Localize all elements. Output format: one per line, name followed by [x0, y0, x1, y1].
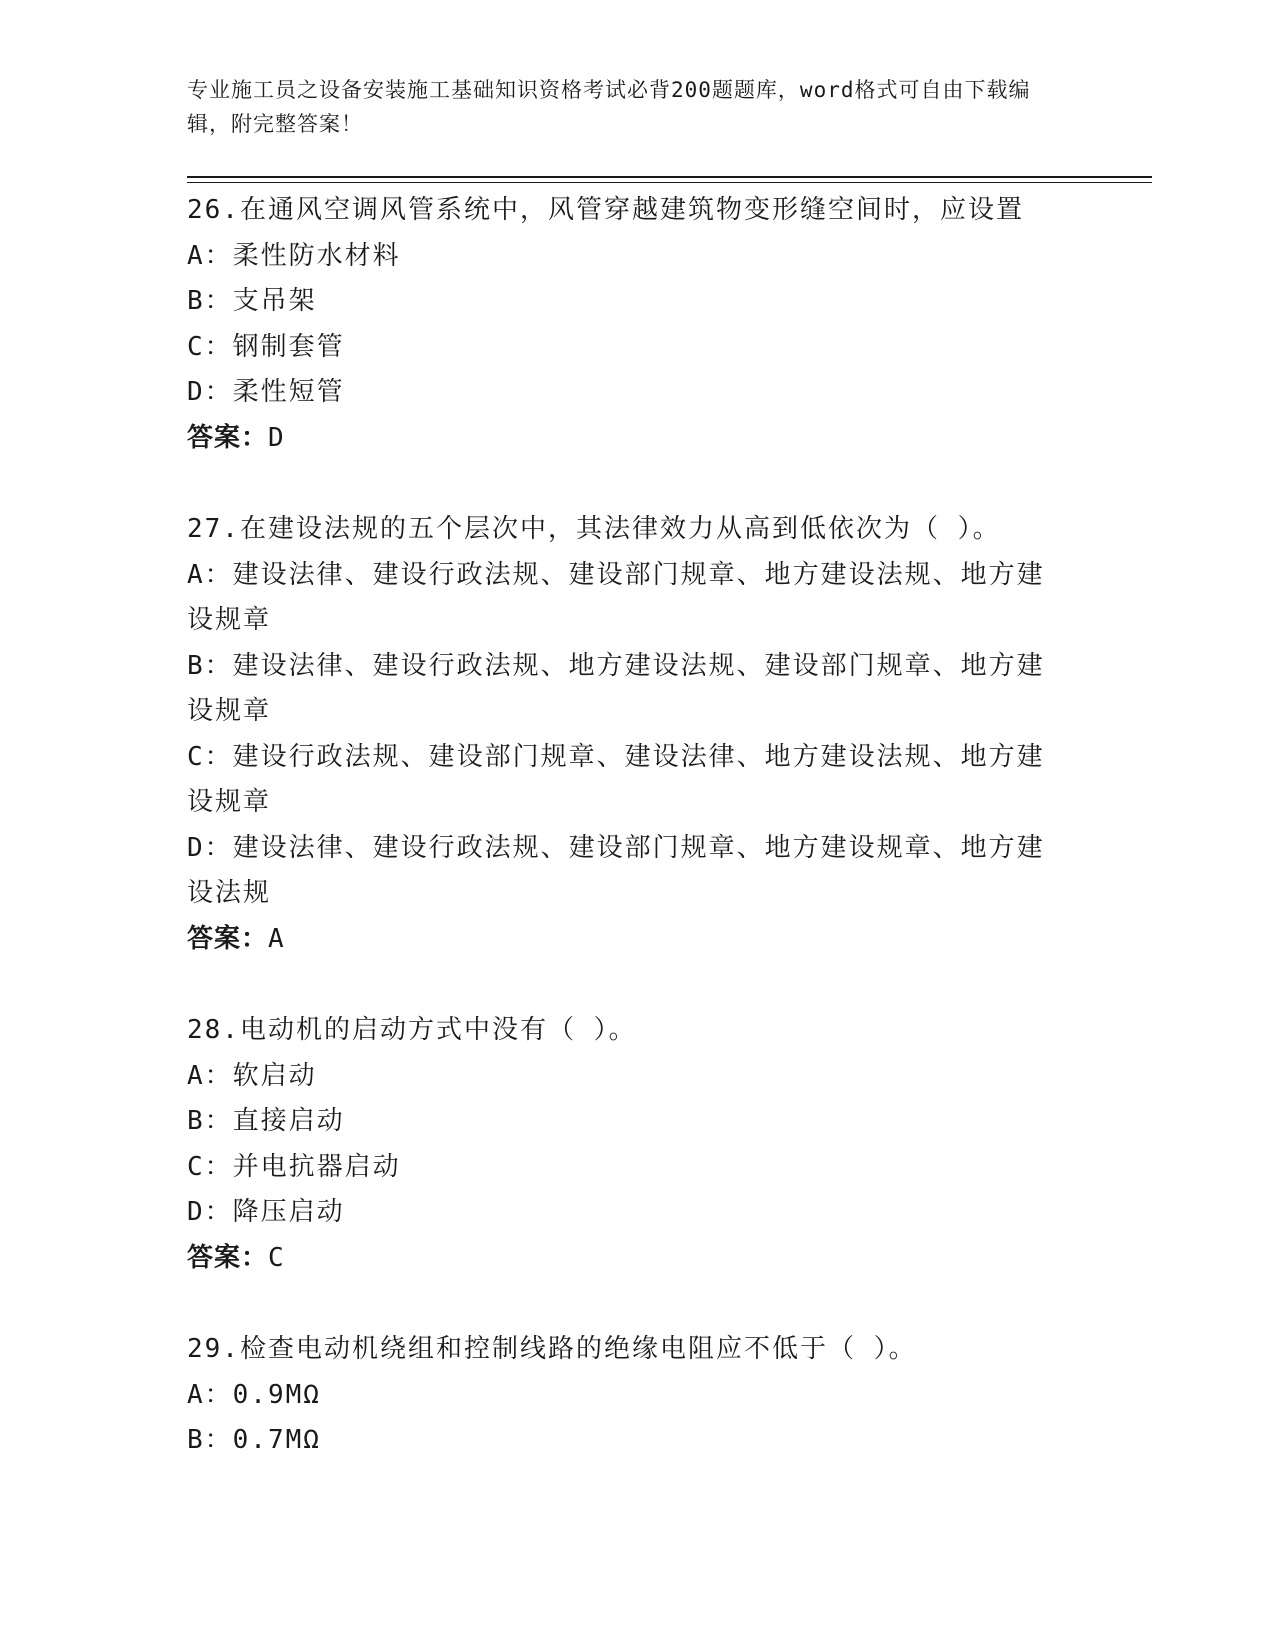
option-b: B：建设法律、建设行政法规、地方建设法规、建设部门规章、地方建设规章 — [187, 650, 1045, 726]
answer-value: C — [268, 1242, 285, 1273]
header-divider-thick — [187, 176, 1152, 178]
header-divider-thin — [187, 182, 1152, 183]
question-26 — [187, 188, 1087, 461]
question-stem: 29.检查电动机绕组和控制线路的绝缘电阻应不低于（ ）。 — [187, 1334, 917, 1364]
option-a: A：软启动 — [187, 1060, 317, 1091]
option-c: C：钢制套管 — [187, 331, 345, 362]
option-c: C：建设行政法规、建设部门规章、建设法律、地方建设法规、地方建设规章 — [187, 741, 1045, 817]
option-b: B：直接启动 — [187, 1106, 345, 1136]
question-27 — [187, 507, 1087, 962]
answer-line — [187, 917, 1087, 963]
question-stem: 27.在建设法规的五个层次中，其法律效力从高到低依次为（ ）。 — [187, 514, 1001, 544]
document-header: 专业施工员之设备安装施工基础知识资格考试必背200题题库，word格式可自由下载编辑，附完整答案！ — [187, 78, 1031, 136]
answer-label: 答案： — [187, 422, 269, 453]
option-d: D：降压启动 — [187, 1197, 345, 1227]
answer-label: 答案： — [187, 923, 269, 954]
answer-line — [187, 1236, 1087, 1282]
answer-value: D — [268, 422, 285, 453]
answer-label: 答案： — [187, 1242, 269, 1273]
option-b: B：支吊架 — [187, 286, 317, 316]
option-a: A：建设法律、建设行政法规、建设部门规章、地方建设法规、地方建设规章 — [187, 559, 1045, 635]
question-list — [187, 188, 1087, 1510]
question-stem: 26.在通风空调风管系统中，风管穿越建筑物变形缝空间时，应设置 — [187, 195, 1024, 225]
question-stem: 28.电动机的启动方式中没有（ ）。 — [187, 1015, 637, 1045]
option-b: B：0.7MΩ — [187, 1425, 321, 1455]
option-a: A：柔性防水材料 — [187, 240, 401, 271]
option-d: D：建设法律、建设行政法规、建设部门规章、地方建设规章、地方建设法规 — [187, 832, 1045, 908]
option-d: D：柔性短管 — [187, 377, 345, 407]
question-28 — [187, 1008, 1087, 1281]
answer-line — [187, 416, 1087, 462]
option-c: C：并电抗器启动 — [187, 1151, 401, 1182]
answer-value: A — [268, 923, 285, 954]
option-a: A：0.9MΩ — [187, 1379, 321, 1410]
question-29 — [187, 1327, 1087, 1464]
